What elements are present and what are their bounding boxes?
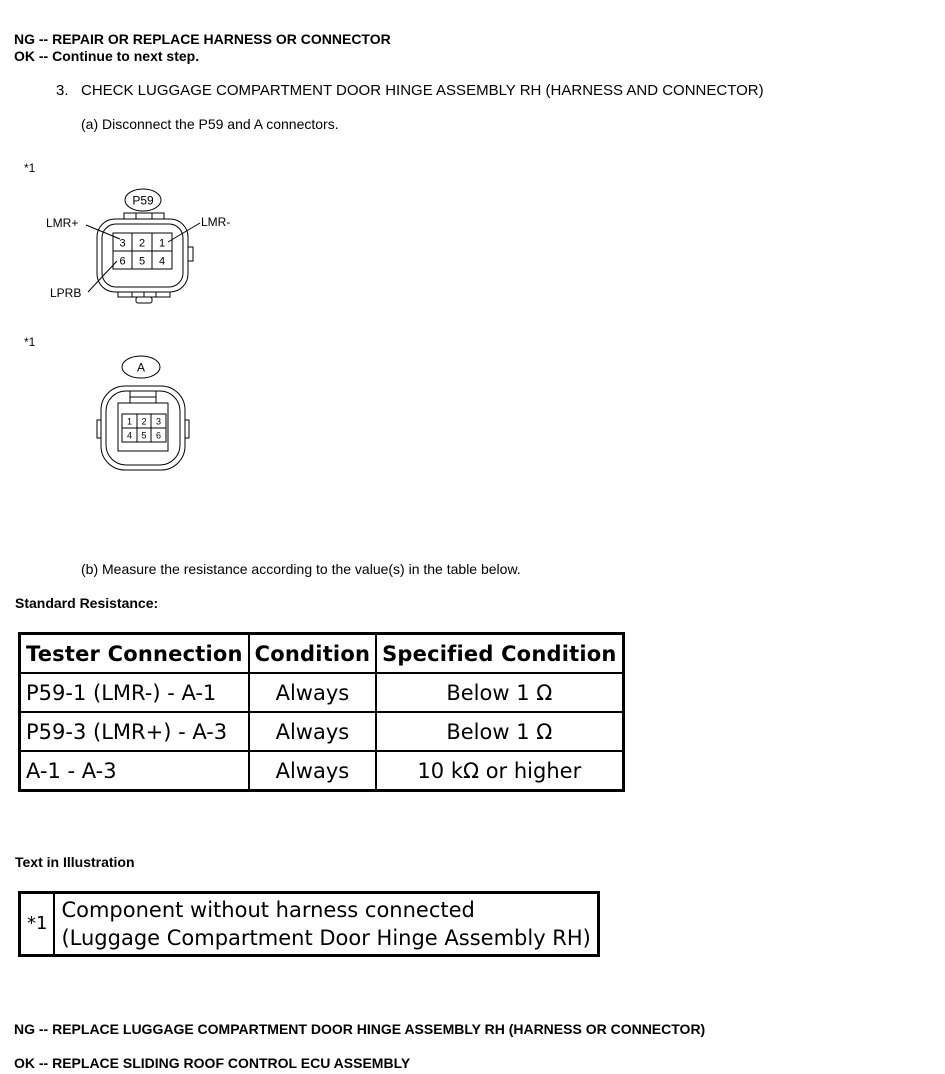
a-pin-5: 5 (141, 430, 147, 441)
a-pin-2: 2 (141, 416, 147, 427)
legend-row (20, 893, 599, 956)
table-row (20, 673, 624, 712)
cell-tester-connection: A-1 - A-3 (20, 751, 249, 791)
p59-label: P59 (132, 193, 154, 208)
cell-specified-condition: 10 kΩ or higher (376, 751, 623, 791)
p59-pin-3: 3 (119, 237, 126, 250)
resistance-table (18, 632, 625, 792)
top-ng-link[interactable]: NG -- REPAIR OR REPLACE HARNESS OR CONNECTOR (14, 31, 391, 47)
p59-pin-5: 5 (138, 255, 146, 268)
a-connector-diagram (90, 350, 200, 475)
table-row (20, 751, 624, 791)
p59-pin-4: 4 (158, 255, 166, 268)
a-pin-3: 3 (155, 416, 162, 427)
header-tester-connection: Tester Connection (20, 634, 249, 674)
step-title: CHECK LUGGAGE COMPARTMENT DOOR HINGE ASSEMBLY RH (HARNESS AND CONNECTOR) (81, 82, 764, 99)
p59-pin-2: 2 (138, 237, 146, 250)
a-pin-4: 4 (126, 430, 133, 441)
p59-connector-diagram (40, 185, 250, 310)
illustration-legend-table (18, 891, 600, 957)
cell-specified-condition: Below 1 Ω (376, 673, 623, 712)
text-in-illustration-label: Text in Illustration (15, 854, 135, 870)
bottom-ng-link[interactable]: NG -- REPLACE LUGGAGE COMPARTMENT DOOR HINGE ASSEMBLY RH (HARNESS OR CONNECTOR) (14, 1021, 706, 1037)
top-ok-link[interactable]: OK -- Continue to next step. (14, 48, 200, 64)
legend-line-1: Component without harness connected (61, 898, 475, 922)
illustration-marker-a: *1 (24, 335, 36, 349)
a-pin-1: 1 (126, 416, 133, 427)
legend-text (54, 893, 598, 956)
step-sub-a: (a) Disconnect the P59 and A connectors. (81, 116, 339, 132)
illustration-marker-p59: *1 (24, 161, 36, 175)
step-number: 3. (56, 82, 69, 99)
legend-line-2: (Luggage Compartment Door Hinge Assembly RH) (61, 926, 591, 950)
p59-callout-lprb: LPRB (50, 286, 82, 300)
a-pin-6: 6 (155, 430, 162, 441)
table-header-row (20, 634, 624, 674)
p59-callout-lmr-plus: LMR+ (46, 216, 79, 230)
cell-condition: Always (249, 751, 376, 791)
cell-tester-connection: P59-3 (LMR+) - A-3 (20, 712, 249, 751)
header-condition: Condition (249, 634, 376, 674)
standard-resistance-label: Standard Resistance: (15, 595, 159, 611)
step-sub-b: (b) Measure the resistance according to the value(s) in the table below. (81, 561, 521, 577)
legend-key: *1 (20, 893, 55, 956)
cell-specified-condition: Below 1 Ω (376, 712, 623, 751)
cell-condition: Always (249, 673, 376, 712)
header-specified-condition: Specified Condition (376, 634, 623, 674)
a-label: A (136, 360, 146, 375)
cell-tester-connection: P59-1 (LMR-) - A-1 (20, 673, 249, 712)
p59-pin-1: 1 (158, 237, 166, 250)
table-row (20, 712, 624, 751)
p59-callout-lmr-minus: LMR- (201, 215, 231, 229)
cell-condition: Always (249, 712, 376, 751)
p59-pin-6: 6 (119, 255, 126, 268)
bottom-ok-link[interactable]: OK -- REPLACE SLIDING ROOF CONTROL ECU ASSEMBLY (14, 1055, 411, 1071)
